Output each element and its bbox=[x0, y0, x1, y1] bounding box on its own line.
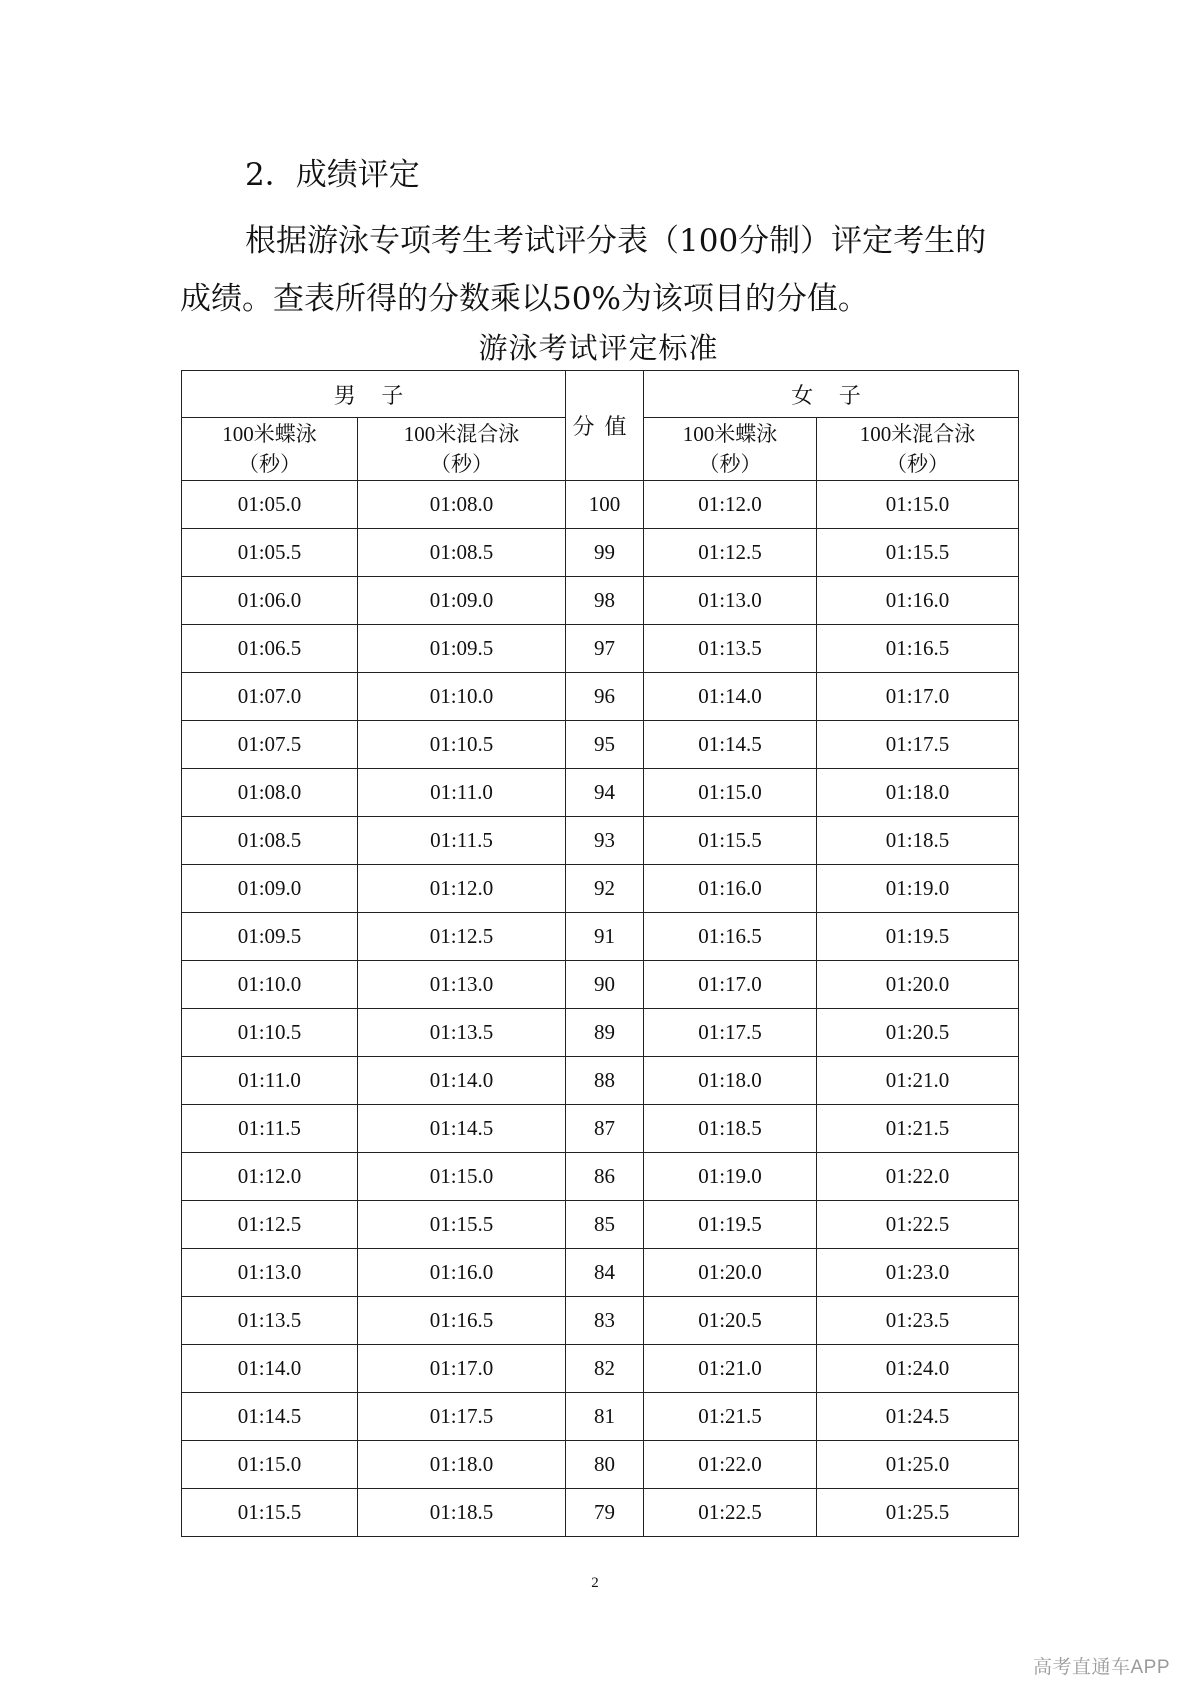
body-paragraph: 根据游泳专项考生考试评分表（100分制）评定考生的成绩。查表所得的分数乘以50%为该项目的分值。 bbox=[180, 223, 987, 317]
male-medley-cell: 01:15.0 bbox=[358, 1153, 566, 1201]
female-medley-cell: 01:24.5 bbox=[817, 1393, 1019, 1441]
female-butterfly-cell: 01:16.0 bbox=[644, 865, 817, 913]
female-medley-cell: 01:17.0 bbox=[817, 673, 1019, 721]
female-medley-cell: 01:22.0 bbox=[817, 1153, 1019, 1201]
female-butterfly-cell: 01:19.5 bbox=[644, 1201, 817, 1249]
table-row bbox=[182, 625, 1019, 673]
table-row bbox=[182, 1057, 1019, 1105]
female-medley-cell: 01:20.5 bbox=[817, 1009, 1019, 1057]
score-cell: 87 bbox=[566, 1105, 644, 1153]
table-row bbox=[182, 817, 1019, 865]
page-number: 2 bbox=[591, 1575, 599, 1591]
male-butterfly-cell: 01:07.0 bbox=[182, 673, 358, 721]
male-medley-cell: 01:18.5 bbox=[358, 1489, 566, 1537]
score-cell: 100 bbox=[566, 481, 644, 529]
score-cell: 96 bbox=[566, 673, 644, 721]
female-medley-cell: 01:15.5 bbox=[817, 529, 1019, 577]
male-medley-cell: 01:12.0 bbox=[358, 865, 566, 913]
male-butterfly-cell: 01:08.0 bbox=[182, 769, 358, 817]
score-cell: 81 bbox=[566, 1393, 644, 1441]
table-body bbox=[182, 481, 1019, 1537]
score-cell: 97 bbox=[566, 625, 644, 673]
male-medley-cell: 01:10.0 bbox=[358, 673, 566, 721]
male-medley-cell: 01:08.0 bbox=[358, 481, 566, 529]
male-medley-cell: 01:15.5 bbox=[358, 1201, 566, 1249]
male-butterfly-cell: 01:11.0 bbox=[182, 1057, 358, 1105]
score-cell: 90 bbox=[566, 961, 644, 1009]
male-butterfly-cell: 01:07.5 bbox=[182, 721, 358, 769]
female-medley-cell: 01:21.5 bbox=[817, 1105, 1019, 1153]
female-medley-header-line1: 100米混合泳 bbox=[859, 422, 976, 446]
female-butterfly-header-line2: （秒） bbox=[698, 452, 762, 476]
female-butterfly-cell: 01:18.5 bbox=[644, 1105, 817, 1153]
male-medley-cell: 01:11.5 bbox=[358, 817, 566, 865]
table-row bbox=[182, 1201, 1019, 1249]
table-row bbox=[182, 673, 1019, 721]
female-medley-cell: 01:16.5 bbox=[817, 625, 1019, 673]
male-medley-cell: 01:13.0 bbox=[358, 961, 566, 1009]
male-medley-cell: 01:14.0 bbox=[358, 1057, 566, 1105]
table-row bbox=[182, 481, 1019, 529]
female-butterfly-cell: 01:12.5 bbox=[644, 529, 817, 577]
female-medley-cell: 01:23.0 bbox=[817, 1249, 1019, 1297]
female-butterfly-cell: 01:12.0 bbox=[644, 481, 817, 529]
male-butterfly-cell: 01:15.0 bbox=[182, 1441, 358, 1489]
male-butterfly-cell: 01:14.5 bbox=[182, 1393, 358, 1441]
male-medley-cell: 01:08.5 bbox=[358, 529, 566, 577]
male-butterfly-cell: 01:09.0 bbox=[182, 865, 358, 913]
score-cell: 80 bbox=[566, 1441, 644, 1489]
female-butterfly-cell: 01:13.0 bbox=[644, 577, 817, 625]
male-butterfly-cell: 01:15.5 bbox=[182, 1489, 358, 1537]
female-butterfly-cell: 01:21.5 bbox=[644, 1393, 817, 1441]
score-cell: 82 bbox=[566, 1345, 644, 1393]
male-butterfly-header-line1: 100米蝶泳 bbox=[222, 422, 317, 446]
female-butterfly-cell: 01:13.5 bbox=[644, 625, 817, 673]
female-butterfly-cell: 01:20.5 bbox=[644, 1297, 817, 1345]
female-medley-cell: 01:15.0 bbox=[817, 481, 1019, 529]
female-butterfly-cell: 01:18.0 bbox=[644, 1057, 817, 1105]
female-medley-cell: 01:25.0 bbox=[817, 1441, 1019, 1489]
male-medley-cell: 01:16.0 bbox=[358, 1249, 566, 1297]
score-cell: 84 bbox=[566, 1249, 644, 1297]
score-cell: 92 bbox=[566, 865, 644, 913]
female-butterfly-cell: 01:20.0 bbox=[644, 1249, 817, 1297]
female-medley-cell: 01:22.5 bbox=[817, 1201, 1019, 1249]
male-medley-cell: 01:10.5 bbox=[358, 721, 566, 769]
female-medley-cell: 01:18.5 bbox=[817, 817, 1019, 865]
female-medley-cell: 01:16.0 bbox=[817, 577, 1019, 625]
male-butterfly-header bbox=[182, 418, 358, 481]
female-butterfly-cell: 01:21.0 bbox=[644, 1345, 817, 1393]
female-medley-header bbox=[817, 418, 1019, 481]
male-butterfly-cell: 01:10.0 bbox=[182, 961, 358, 1009]
table-title: 游泳考试评定标准 bbox=[478, 331, 719, 365]
male-butterfly-cell: 01:05.5 bbox=[182, 529, 358, 577]
table-row bbox=[182, 1393, 1019, 1441]
male-medley-header-line2: （秒） bbox=[430, 452, 493, 476]
section-heading: 2．成绩评定 bbox=[245, 157, 420, 193]
table-row bbox=[182, 577, 1019, 625]
table-row bbox=[182, 1297, 1019, 1345]
table-row bbox=[182, 529, 1019, 577]
male-butterfly-cell: 01:13.5 bbox=[182, 1297, 358, 1345]
female-butterfly-cell: 01:14.0 bbox=[644, 673, 817, 721]
table-row bbox=[182, 1249, 1019, 1297]
male-butterfly-cell: 01:12.0 bbox=[182, 1153, 358, 1201]
female-medley-header-line2: （秒） bbox=[886, 452, 950, 476]
score-cell: 93 bbox=[566, 817, 644, 865]
female-butterfly-cell: 01:17.0 bbox=[644, 961, 817, 1009]
male-butterfly-cell: 01:09.5 bbox=[182, 913, 358, 961]
male-butterfly-cell: 01:06.0 bbox=[182, 577, 358, 625]
table-row bbox=[182, 1489, 1019, 1537]
female-medley-cell: 01:17.5 bbox=[817, 721, 1019, 769]
score-cell: 86 bbox=[566, 1153, 644, 1201]
female-butterfly-cell: 01:22.5 bbox=[644, 1489, 817, 1537]
female-butterfly-cell: 01:14.5 bbox=[644, 721, 817, 769]
score-cell: 83 bbox=[566, 1297, 644, 1345]
watermark: 高考直通车APP bbox=[1032, 1657, 1170, 1678]
score-cell: 98 bbox=[566, 577, 644, 625]
male-medley-cell: 01:18.0 bbox=[358, 1441, 566, 1489]
score-cell: 88 bbox=[566, 1057, 644, 1105]
male-medley-cell: 01:13.5 bbox=[358, 1009, 566, 1057]
table-row bbox=[182, 769, 1019, 817]
score-cell: 85 bbox=[566, 1201, 644, 1249]
female-medley-cell: 01:21.0 bbox=[817, 1057, 1019, 1105]
table-row bbox=[182, 913, 1019, 961]
male-medley-header bbox=[358, 418, 566, 481]
female-medley-cell: 01:19.5 bbox=[817, 913, 1019, 961]
female-butterfly-cell: 01:22.0 bbox=[644, 1441, 817, 1489]
table-row bbox=[182, 721, 1019, 769]
male-butterfly-cell: 01:10.5 bbox=[182, 1009, 358, 1057]
score-cell: 99 bbox=[566, 529, 644, 577]
male-medley-cell: 01:12.5 bbox=[358, 913, 566, 961]
male-butterfly-cell: 01:12.5 bbox=[182, 1201, 358, 1249]
male-medley-cell: 01:11.0 bbox=[358, 769, 566, 817]
score-cell: 94 bbox=[566, 769, 644, 817]
table-row bbox=[182, 865, 1019, 913]
score-cell: 79 bbox=[566, 1489, 644, 1537]
female-butterfly-header-line1: 100米蝶泳 bbox=[682, 422, 778, 446]
table-row bbox=[182, 961, 1019, 1009]
female-group-header: 女 子 bbox=[644, 371, 1019, 418]
male-medley-cell: 01:09.5 bbox=[358, 625, 566, 673]
score-column-header: 分值 bbox=[566, 371, 644, 481]
female-medley-cell: 01:24.0 bbox=[817, 1345, 1019, 1393]
male-butterfly-cell: 01:06.5 bbox=[182, 625, 358, 673]
female-medley-cell: 01:18.0 bbox=[817, 769, 1019, 817]
female-medley-cell: 01:23.5 bbox=[817, 1297, 1019, 1345]
female-medley-cell: 01:20.0 bbox=[817, 961, 1019, 1009]
male-butterfly-cell: 01:11.5 bbox=[182, 1105, 358, 1153]
male-butterfly-cell: 01:05.0 bbox=[182, 481, 358, 529]
table-row bbox=[182, 1345, 1019, 1393]
male-medley-cell: 01:09.0 bbox=[358, 577, 566, 625]
female-butterfly-cell: 01:16.5 bbox=[644, 913, 817, 961]
score-cell: 91 bbox=[566, 913, 644, 961]
female-butterfly-header bbox=[644, 418, 817, 481]
female-medley-cell: 01:19.0 bbox=[817, 865, 1019, 913]
male-medley-header-line1: 100米混合泳 bbox=[403, 422, 520, 446]
swim-grading-table bbox=[181, 370, 1019, 1537]
male-medley-cell: 01:17.0 bbox=[358, 1345, 566, 1393]
female-butterfly-cell: 01:15.0 bbox=[644, 769, 817, 817]
score-cell: 89 bbox=[566, 1009, 644, 1057]
male-medley-cell: 01:17.5 bbox=[358, 1393, 566, 1441]
male-medley-cell: 01:16.5 bbox=[358, 1297, 566, 1345]
female-butterfly-cell: 01:15.5 bbox=[644, 817, 817, 865]
female-medley-cell: 01:25.5 bbox=[817, 1489, 1019, 1537]
score-cell: 95 bbox=[566, 721, 644, 769]
table-row bbox=[182, 1153, 1019, 1201]
table-row bbox=[182, 1441, 1019, 1489]
male-butterfly-cell: 01:13.0 bbox=[182, 1249, 358, 1297]
female-butterfly-cell: 01:17.5 bbox=[644, 1009, 817, 1057]
male-butterfly-cell: 01:08.5 bbox=[182, 817, 358, 865]
table-row bbox=[182, 1009, 1019, 1057]
female-butterfly-cell: 01:19.0 bbox=[644, 1153, 817, 1201]
male-medley-cell: 01:14.5 bbox=[358, 1105, 566, 1153]
table-row bbox=[182, 1105, 1019, 1153]
male-group-header: 男 子 bbox=[182, 371, 566, 418]
male-butterfly-header-line2: （秒） bbox=[238, 452, 301, 476]
male-butterfly-cell: 01:14.0 bbox=[182, 1345, 358, 1393]
